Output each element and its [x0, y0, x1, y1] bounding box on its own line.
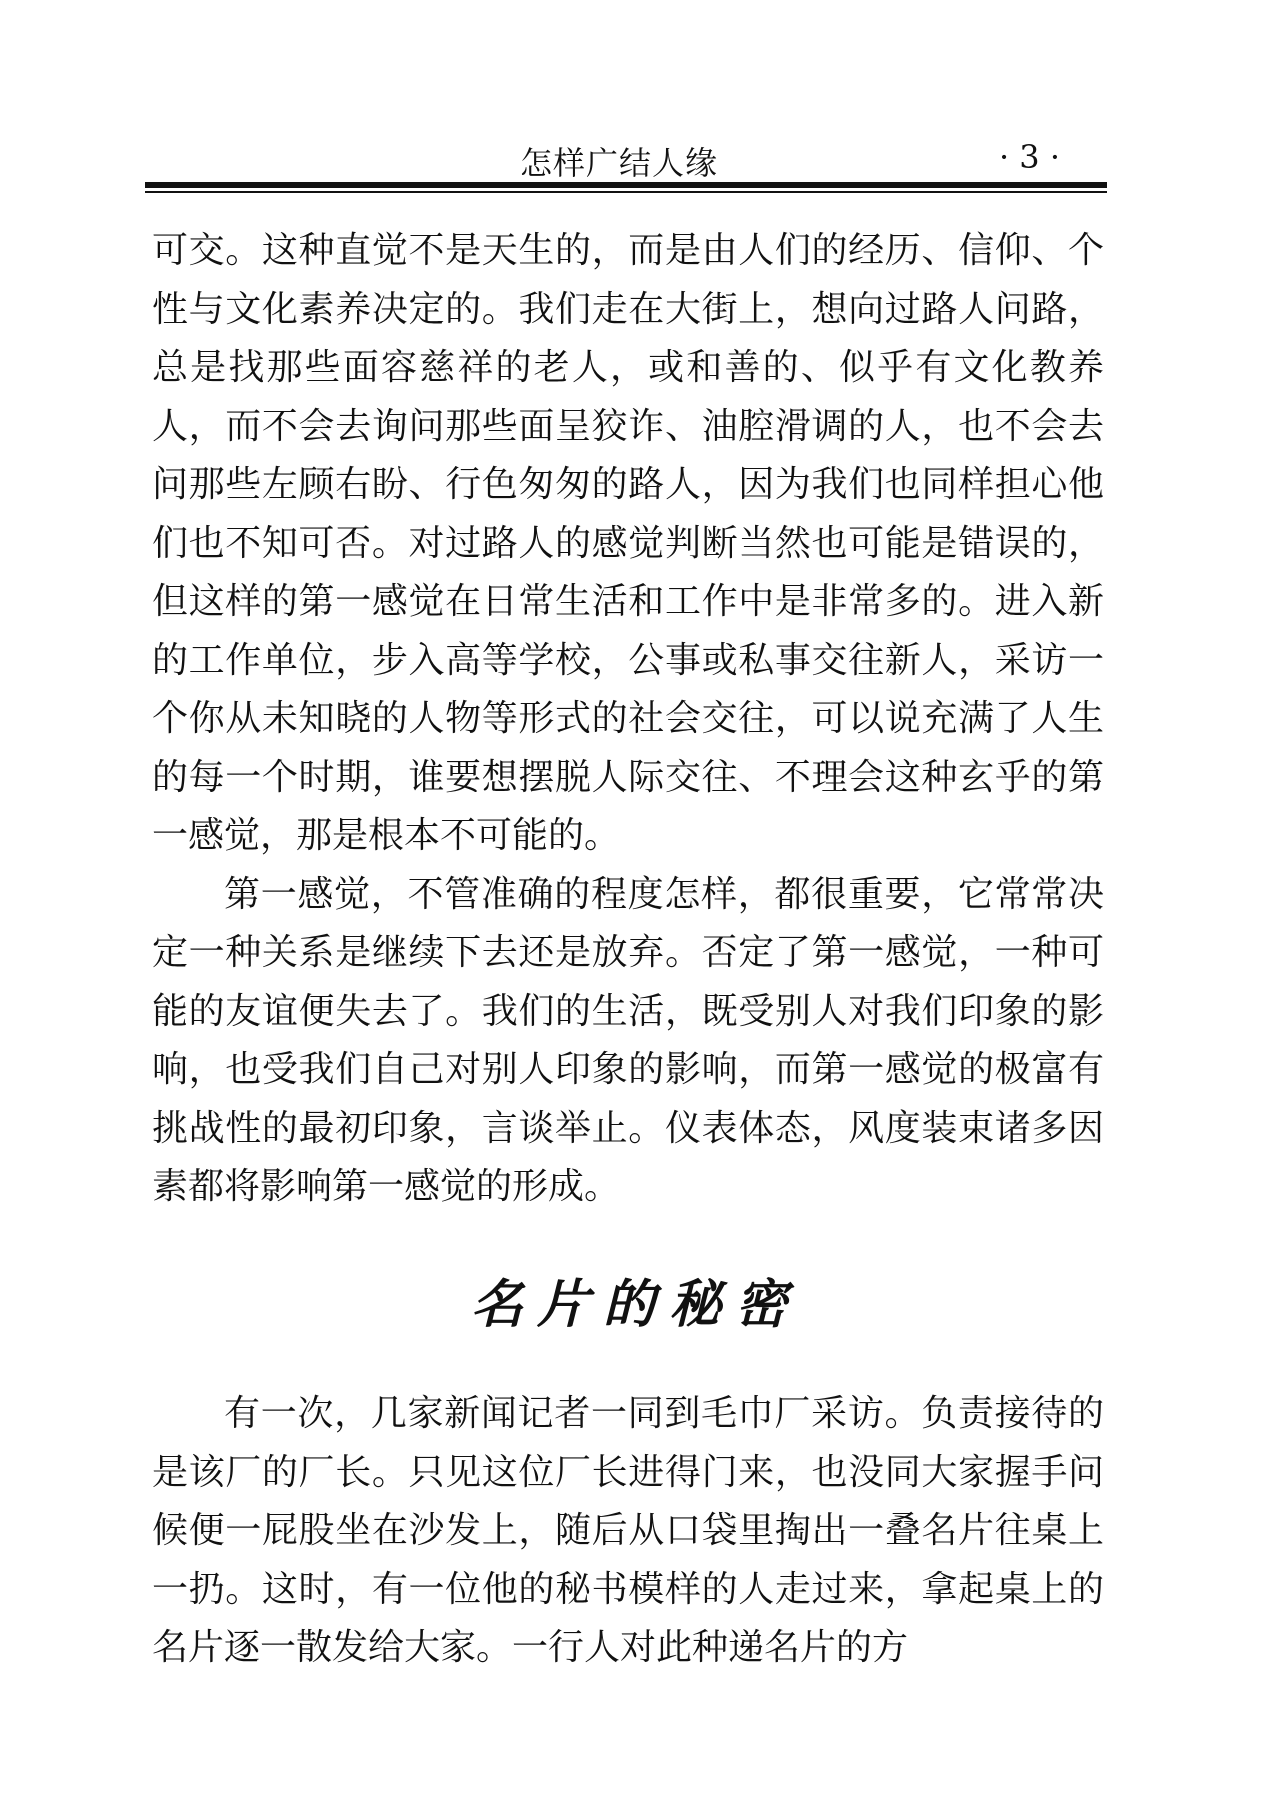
running-title: 怎样广结人缘: [520, 144, 719, 182]
paragraph-continued: 可交。这种直觉不是天生的，而是由人们的经历、信仰、个性与文化素养决定的。我们走在大街上，想向过路人问路，总是找那些面容慈祥的老人，或和善的、似乎有文化教养人，而不会去询问那些面呈狡诈、油腔滑调的人，也不会去问那些左顾右盼、行色匆匆的路人，因为我们也同样担心他们也不知可否。对过路人的感觉判断当然也可能是错误的，但这样的第一感觉在日常生活和工作中是非常多的。进入新的工作单位，步入高等学校，公事或私事交往新人，采访一个你从未知晓的人物等形式的社会交往，可以说充满了人生的每一个时期，谁要想摆脱人际交往、不理会这种玄乎的第一感觉，那是根本不可能的。: [152, 230, 1104, 856]
page-number: · 3 ·: [998, 138, 1060, 176]
paragraph: 有一次，几家新闻记者一同到毛巾厂采访。负责接待的是该厂的厂长。只见这位厂长进得门来，也没同大家握手问候便一屁股坐在沙发上，随后从口袋里掏出一叠名片往桌上一扔。这时，有一位他的秘书模样的人走过来，拿起桌上的名片逐一散发给大家。一行人对此种递名片的方: [152, 1393, 1104, 1668]
header-rule-thin: [145, 191, 1107, 193]
section-title: 名片的秘密: [470, 1274, 801, 1335]
body-text-top: [152, 222, 1104, 1217]
running-head: [150, 138, 1100, 184]
body-text-bottom: [152, 1385, 1104, 1678]
paragraph: 第一感觉，不管准确的程度怎样，都很重要，它常常决定一种关系是继续下去还是放弃。否定了第一感觉，一种可能的友谊便失去了。我们的生活，既受别人对我们印象的影响，也受我们自己对别人印象的影响，而第一感觉的极富有挑战性的最初印象，言谈举止。仪表体态，风度装束诸多因素都将影响第一感觉的形成。: [152, 873, 1104, 1207]
header-rule-thick: [145, 182, 1107, 188]
